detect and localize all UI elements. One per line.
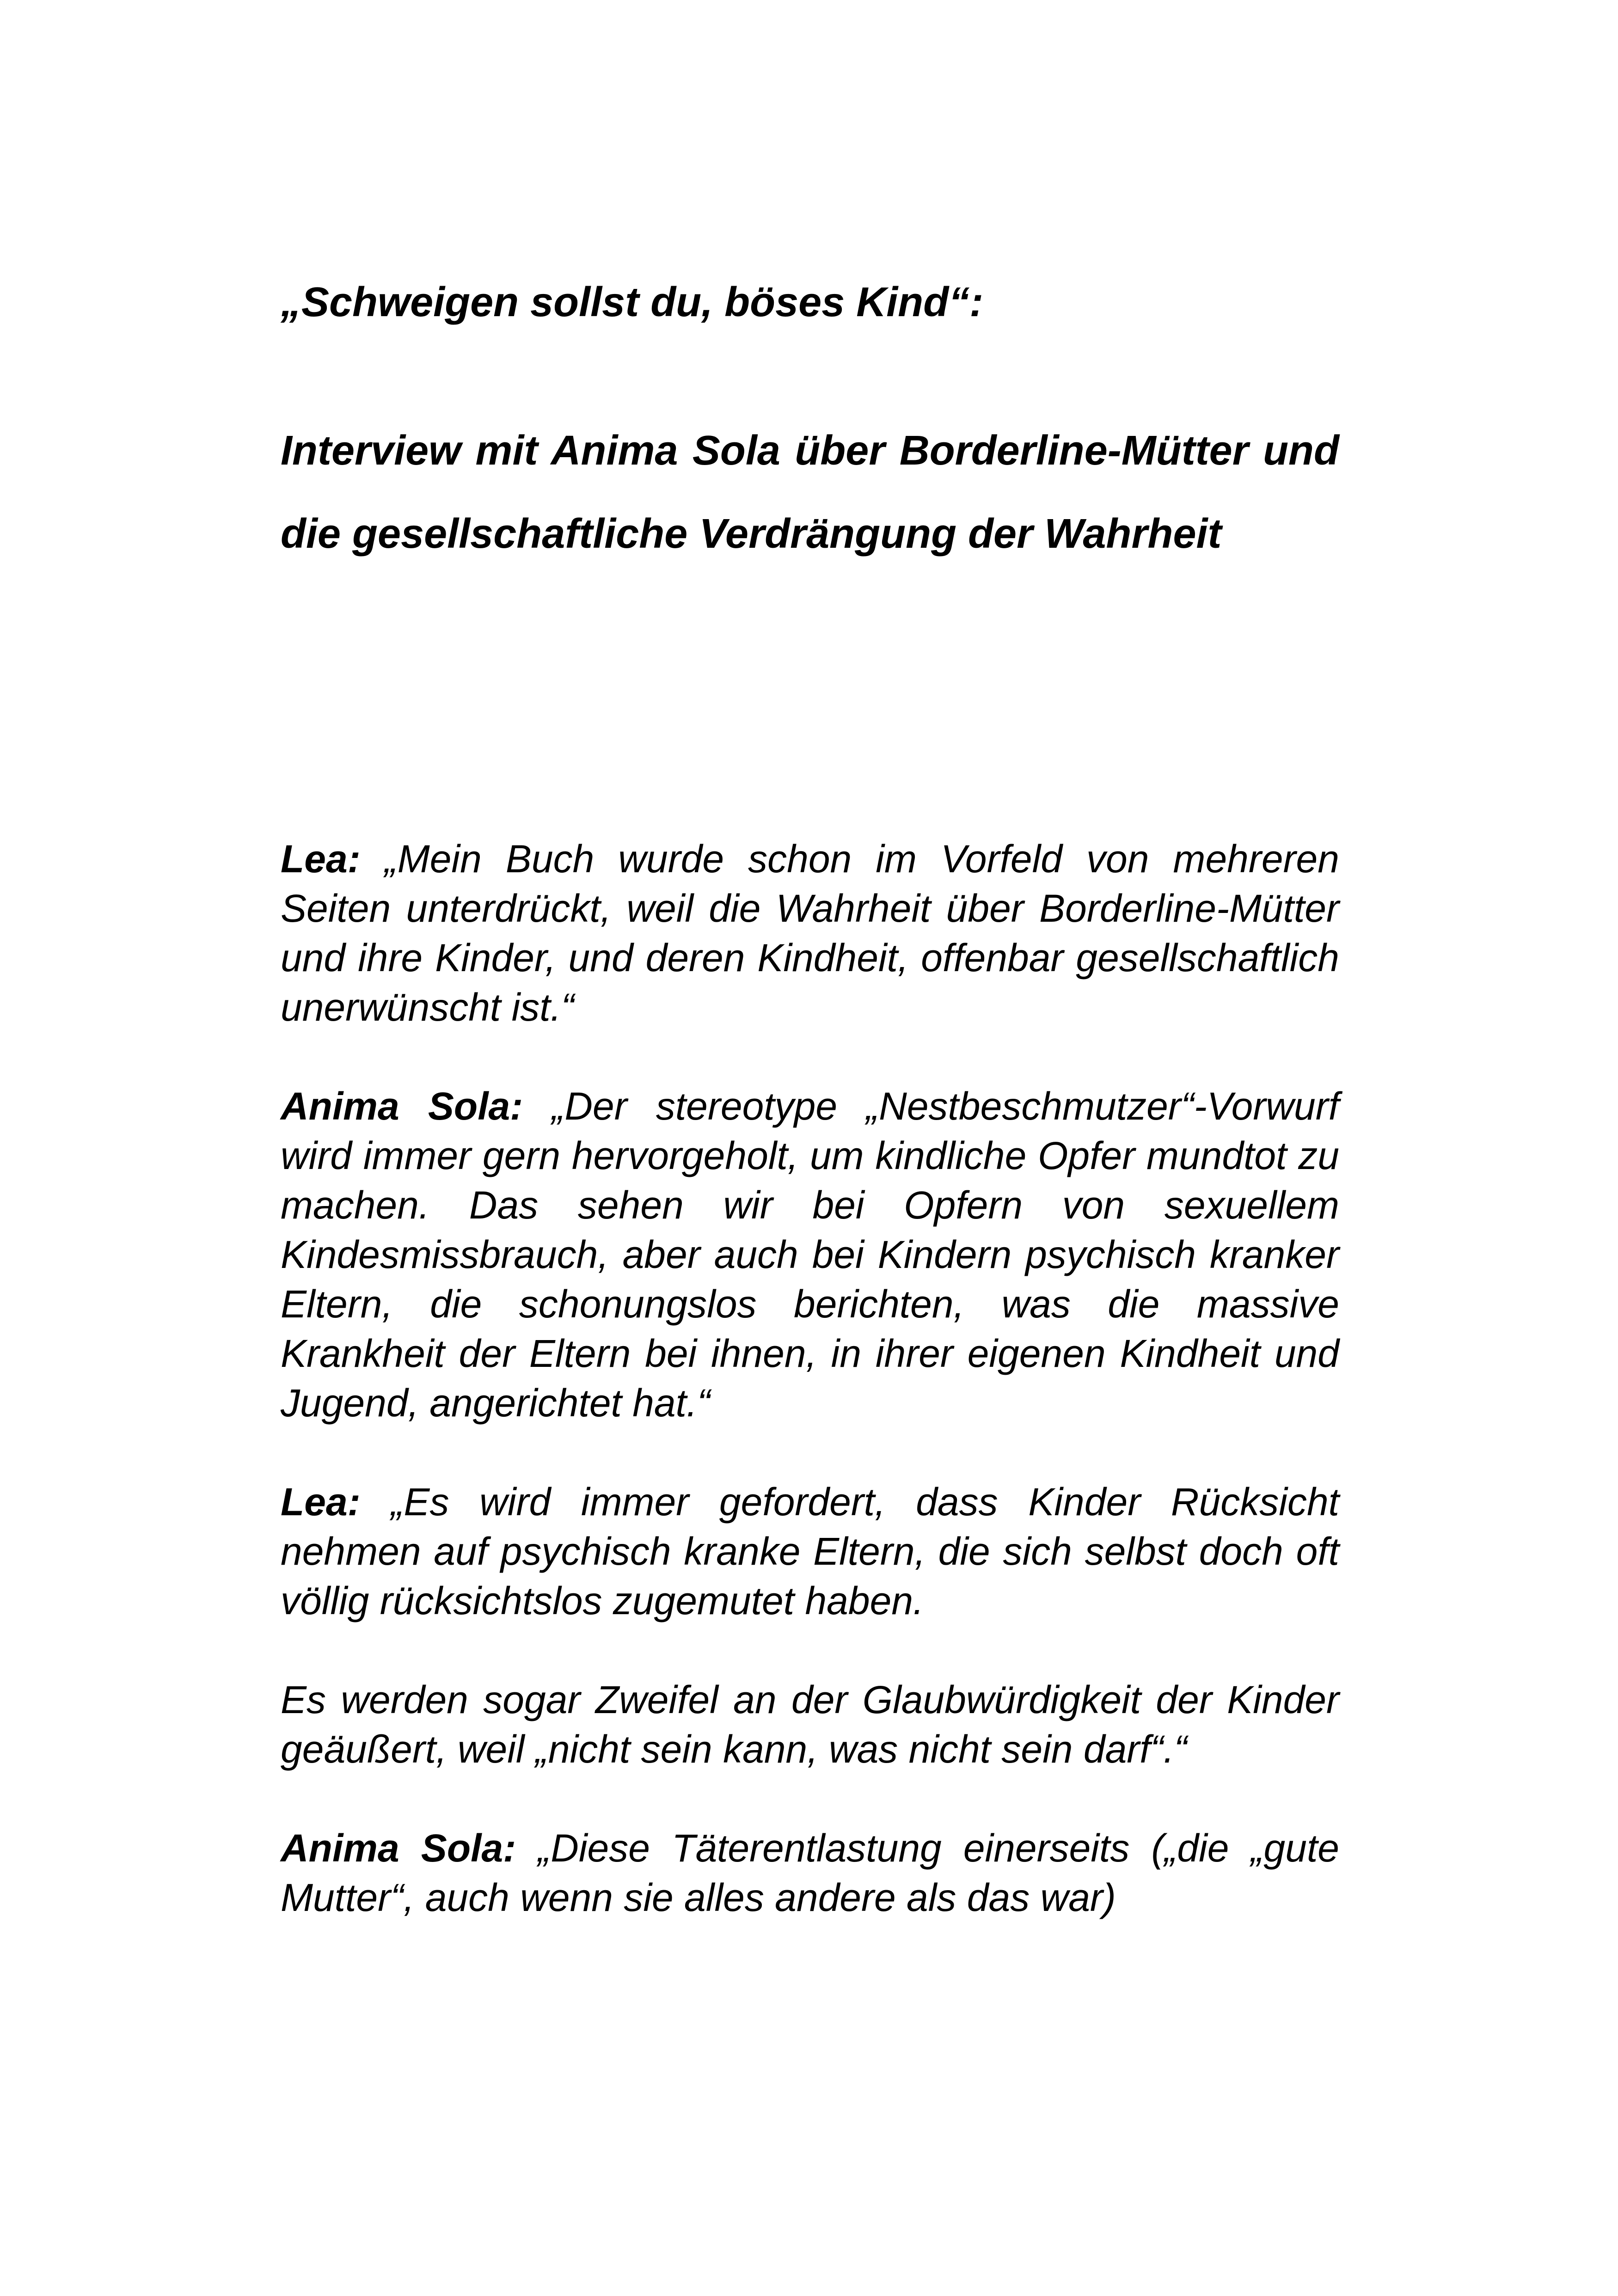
- speaker-label: Anima Sola:: [281, 1826, 516, 1870]
- document-subtitle: Interview mit Anima Sola über Borderline-Mütter und die gesellschaftliche Verdrängung der Wahrheit: [281, 428, 1339, 557]
- paragraph-5: [281, 1824, 1339, 1923]
- speaker-label: Lea:: [281, 1480, 361, 1524]
- speaker-label: Anima Sola:: [281, 1084, 523, 1128]
- paragraph-2: [281, 1082, 1339, 1428]
- paragraph-text: „Der stereotype „Nestbeschmutzer“-Vorwurf wird immer gern hervorgeholt, um kindliche Opfer mundtot zu machen. Das sehen wir bei Opfern von sexuellem Kindesmissbrauch, aber auch bei Kindern psychisch kranker Eltern, die schonungslos berichten, was die massive Krankheit der Eltern bei ihnen, in ihrer eigenen Kindheit und Jugend, angerichtet hat.“: [281, 1084, 1339, 1425]
- paragraph-3: [281, 1477, 1339, 1626]
- paragraph-text: „Mein Buch wurde schon im Vorfeld von mehreren Seiten unterdrückt, weil die Wahrheit über Borderline-Mütter und ihre Kinder, und deren Kindheit, offenbar gesellschaftlich unerwünscht ist.“: [281, 837, 1339, 1029]
- paragraph-text: Es werden sogar Zweifel an der Glaubwürdigkeit der Kinder geäußert, weil „nicht sein kann, was nicht sein darf“.“: [281, 1678, 1339, 1771]
- paragraph-1: [281, 834, 1339, 1032]
- paragraph-text: „Diese Täterentlastung einerseits („die „gute Mutter“, auch wenn sie alles andere als das war): [281, 1826, 1339, 1919]
- interview-body: [281, 834, 1339, 1972]
- paragraph-text: „Es wird immer gefordert, dass Kinder Rücksicht nehmen auf psychisch kranke Eltern, die sich selbst doch oft völlig rücksichtslos zugemutet haben.: [281, 1480, 1339, 1623]
- document-title: „Schweigen sollst du, böses Kind“:: [281, 279, 984, 325]
- paragraph-4: [281, 1675, 1339, 1774]
- speaker-label: Lea:: [281, 837, 361, 881]
